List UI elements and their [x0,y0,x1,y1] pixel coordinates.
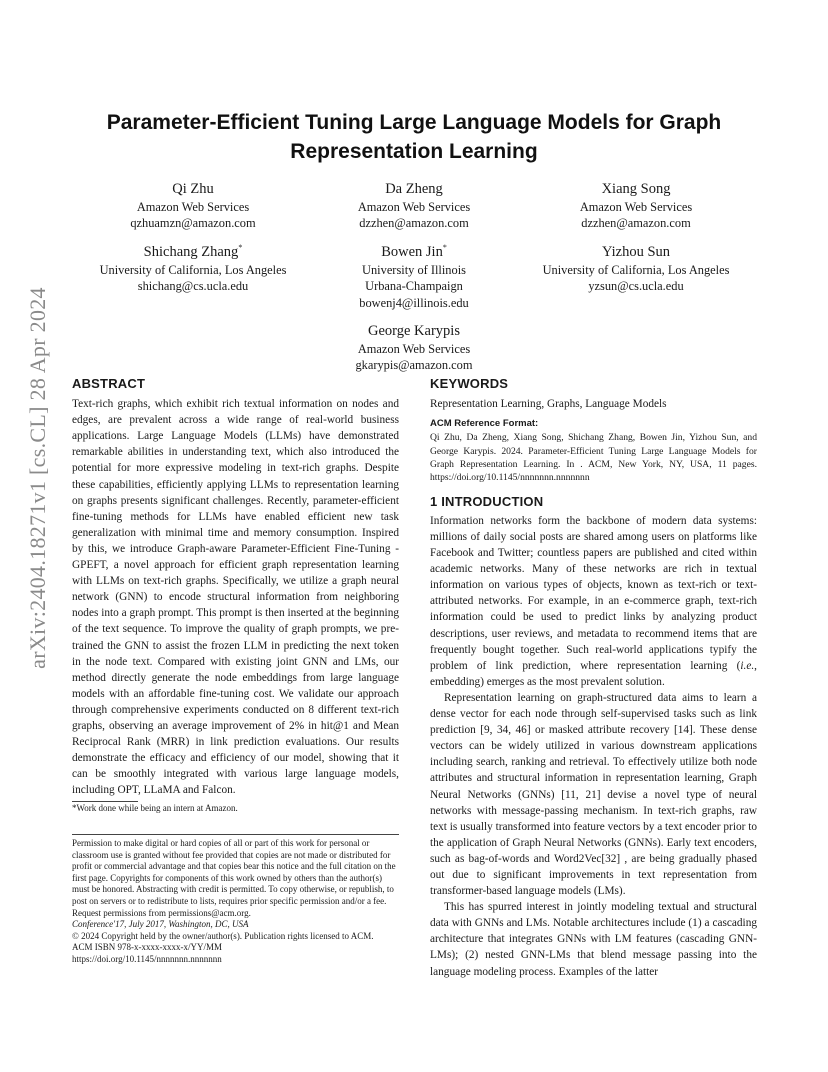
intro-ie: i.e. [740,659,755,672]
author-block [68,238,318,295]
author-mark: * [442,243,447,252]
author-email: qzhuamzn@amazon.com [130,216,256,231]
author-name: Qi Zhu [172,180,214,197]
author-name: Yizhou Sun [601,243,671,260]
abstract-heading: ABSTRACT [72,376,146,391]
author-block [511,175,761,232]
permission-text: Permission to make digital or hard copies of all or part of this work for personal or classroom use is granted without fee provided that copies are not made or distributed for profit or commercial advantage and that copies bear this notice and the full citation on the first page. Copyrights for components of this work owned by others than the author(s) must be honored. Abstracting with credit is permitted. To copy otherwise, or republish, to post on servers or to redistribute to lists, requires prior specific permission and/or a fee. Request permissions from permissions@acm.org. [72,838,396,918]
author-affiliation: University of Illinois [362,262,466,277]
author-name: Bowen Jin [381,243,443,260]
right-column [430,376,757,980]
author-name: George Karypis [368,322,460,339]
paper-title-line-2: Representation Learning [290,140,538,163]
author-block [68,175,318,232]
keywords-text: Representation Learning, Graphs, Language Models [430,398,667,411]
author-email: dzzhen@amazon.com [359,216,469,231]
left-column [72,376,399,798]
author-affiliation: University of California, Los Angeles [99,262,287,277]
abstract-text: Text-rich graphs, which exhibit rich textual information on nodes and edges, are prevalent across a wide range of real-world business applications. Large Language Models (LLMs) have demonstrated remarkable abilities in understanding text, which also introduced the potential for more expressive modeling in text-rich graphs. Despite these capabilities, efficiently applying LLMs to representation learning on graphs presents significant challenges. Recently, parameter-efficient fine-tuning methods for LLMs have enabled efficient new task generalization with minimal time and memory consumption. Inspired by this, we introduce Graph-aware Parameter-Efficient Fine-Tuning - GPEFT, a novel approach for efficient graph representation learning with LLMs on text-rich graphs. Specifically, we utilize a graph neural network (GNN) to encode structural information from neighboring nodes into a graph prompt. This prompt is then inserted at the beginning of the text sequence. To improve the quality of graph prompts, we pre-trained the GNN to assist the frozen LLM in predicting the next token in the node text. Compared with existing joint GNN and LMs, our method directly generate the node embeddings from large language models with an affordable fine-tuning cost. We validate our approach through comprehensive experiments conducted on 8 different text-rich graphs, observing an average improvement of 2% in hit@1 and Mean Reciprocal Rank (MRR) in link prediction evaluations. Our results demonstrate the efficacy and efficiency of our model, showing that it can be smoothly integrated with various large language models, including OPT, LLaMA and Falcon. [72,398,399,797]
permission-rule [72,834,399,835]
author-affiliation: Urbana-Champaign [365,279,463,294]
keywords-heading: KEYWORDS [430,376,509,391]
isbn-line: ACM ISBN 978-x-xxxx-xxxx-x/YY/MM [72,942,223,953]
author-block [289,175,539,232]
author-block [289,238,539,311]
author-affiliation: University of California, Los Angeles [542,262,730,277]
intro-paragraph-2: Representation learning on graph-structured data aims to learn a dense vector for each node through self-supervised tasks such as link prediction [9, 34, 46] or masked attribute recovery [14]. These dense vectors can be widely utilized in various downstream applications including search, ranking and retrieval. To effectively utilize both node attributes and structural information in representation learning, Graph Neural Networks (GNNs) [11, 21] devise a novel type of neural networks with message-passing mechanism. In text-rich graphs, raw text is usually transformed into feature vectors by a text encoder prior to the application of Graph Neural Networks (GNNs). Early text encoders, such as bag-of-words and Word2Vec[32] , are being gradually phased out due to significant improvements in text representation from transformer-based language models (LMs). [430,691,757,898]
author-email: bowenj4@illinois.edu [359,295,469,310]
conference-line: Conference'17, July 2017, Washington, DC, USA [72,919,249,930]
paper-title-line-1: Parameter-Efficient Tuning Large Language Models for Graph [106,111,722,134]
permission-block [72,838,399,966]
author-name: Da Zheng [385,180,443,197]
intro-paragraph-1-a: Information networks form the backbone of modern data systems: millions of daily social posts are shared among users on platforms like Facebook and Twitter; countless papers are published and cited within academic networks. Many of these networks are rich in textual information on various types of objects, known as text-rich or text-attributed networks. For example, in an e-commerce graph, text-rich information could be used to predict links by analyzing product descriptions, user reviews, and metadata to recommend items that are frequently bought together. Such real-world applications typify the problem of link prediction, where representation learning ( [430,514,757,672]
author-email: yzsun@cs.ucla.edu [588,279,684,294]
author-email: gkarypis@amazon.com [355,358,473,373]
author-mark: * [238,243,243,252]
author-affiliation: Amazon Web Services [136,199,250,214]
arxiv-stamp: arXiv:2404.18271v1 [cs.CL] 28 Apr 2024 [25,287,50,669]
intro-heading: 1 INTRODUCTION [430,493,544,509]
author-name: Shichang Zhang [143,243,239,260]
author-block [289,317,539,374]
footnote-rule [72,801,138,802]
author-affiliation: Amazon Web Services [579,199,693,214]
author-affiliation: Amazon Web Services [357,341,471,356]
acm-reference-text: Qi Zhu, Da Zheng, Xiang Song, Shichang Zhang, Bowen Jin, Yizhou Sun, and George Karypis. 2024. Parameter-Efficient Tuning Large Language Models for Graph Representation Learning. In . ACM, New York, NY, USA, 11 pages. https://doi.org/10.1145/nnnnnnn.nnnnnnn [430,432,757,484]
doi-line: https://doi.org/10.1145/nnnnnnn.nnnnnnn [72,953,222,964]
author-affiliation: Amazon Web Services [357,199,471,214]
paper-title [60,108,768,166]
intro-paragraph-1-b: , embedding) emerges as the most prevalent solution. [430,659,757,688]
author-email: dzzhen@amazon.com [581,216,691,231]
author-email: shichang@cs.ucla.edu [137,279,249,294]
intro-paragraph-1 [430,513,757,690]
acm-reference-heading: ACM Reference Format: [430,418,539,430]
intro-paragraph-3: This has spurred interest in jointly modeling textual and structural data with GNNs and LMs. Notable architectures include (1) a cascading architecture that integrates GNNs with LM features (cascading GNN-LMs); (2) nested GNN-LMs that blend message passing into the language modeling process. Examples of the latter [430,901,757,978]
copyright-line: © 2024 Copyright held by the owner/author(s). Publication rights licensed to ACM. [72,930,374,941]
author-block [511,238,761,295]
author-name: Xiang Song [601,180,671,197]
footnote: *Work done while being an intern at Amazon. [72,803,238,813]
